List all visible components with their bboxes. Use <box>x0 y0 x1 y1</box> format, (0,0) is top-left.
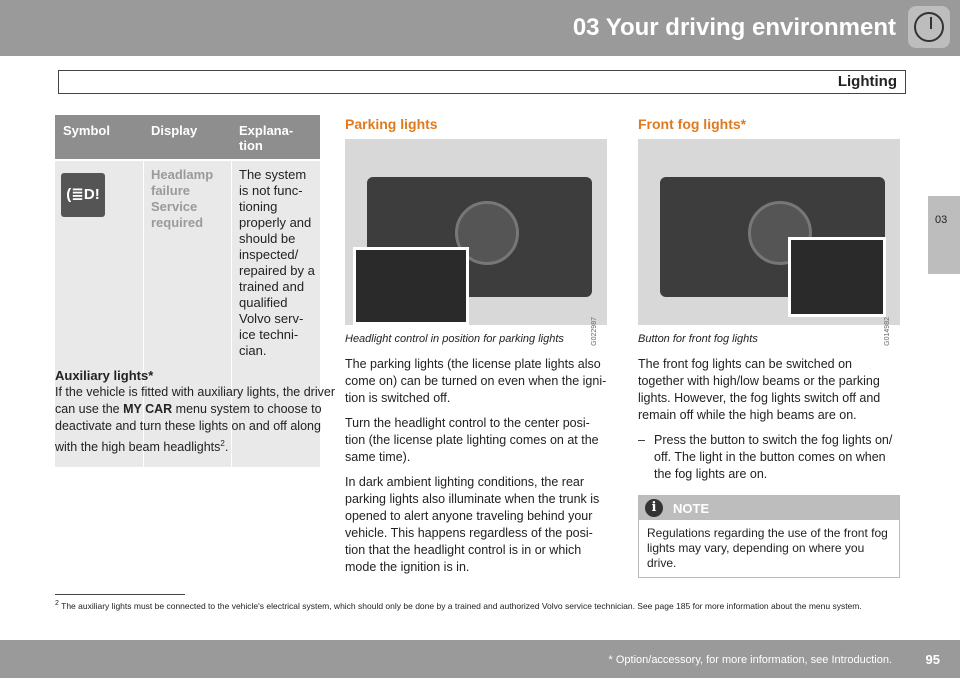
section-title: Lighting <box>837 73 897 90</box>
header-display: Display <box>151 123 198 138</box>
note-text: Regulations regarding the use of the front fog lights may vary, depending on where you drive. <box>647 526 888 570</box>
photo-id: G014982 <box>884 317 891 346</box>
parking-paragraph-3: In dark ambient lighting conditions, the rear parking lights also illuminate when the trunk is opened to alert anyone traveling behind your vehicle. This happens regardless of the posi-tion that the headlight control is in or which mode the ignition is in. <box>345 475 600 574</box>
parking-paragraph-2: Turn the headlight control to the center posi-tion (the license plate lighting comes on at the same time). <box>345 416 599 464</box>
chapter-tab-label: 03 <box>935 214 948 226</box>
parking-paragraph-1: The parking lights (the license plate lights also come on) can be turned on even when the igni-tion is switched off. <box>345 357 607 405</box>
table-header <box>55 115 320 159</box>
photo-id: G022987 <box>591 317 598 346</box>
chapter-title: 03 Your driving environment <box>572 14 896 41</box>
chapter-tab[interactable] <box>928 196 960 274</box>
aux-title: Auxiliary lights* <box>55 368 154 383</box>
parking-lights-column <box>345 116 607 584</box>
auxiliary-lights-section <box>55 367 340 456</box>
header-symbol: Symbol <box>63 123 110 138</box>
fog-lights-column <box>638 116 900 578</box>
parking-title: Parking lights <box>345 116 438 132</box>
footnote-rule <box>55 594 185 595</box>
aux-body: If the vehicle is fitted with auxiliary lights, the driver can use the MY CAR menu system to choose to deactivate and turn these lights on and off along with the high beam headlights$^2$. <box>55 385 335 455</box>
fog-bullet: – Press the button to switch the fog lights on/ off. The light in the button comes on when the fog lights are on. <box>638 433 893 481</box>
speedometer-icon <box>908 6 950 48</box>
note-label: NOTE <box>673 501 710 516</box>
headlamp-failure-icon: (≣D! <box>61 173 105 217</box>
page-number: 95 <box>925 652 940 667</box>
footer-text: * Option/accessory, for more information, see Introduction. <box>608 654 892 666</box>
header-explanation: Explana- tion <box>239 123 294 153</box>
fog-title: Front fog lights* <box>638 116 747 132</box>
parking-caption: Headlight control in position for parking lights <box>345 333 564 345</box>
chapter-header <box>0 0 960 56</box>
fog-caption: Button for front fog lights <box>638 333 758 345</box>
section-bar <box>58 70 906 94</box>
explanation-text: The system is not func-tioning properly and should be inspected/ repaired by a trained and qualified Volvo serv-ice techni-cian. <box>239 167 315 358</box>
symbol-table <box>55 115 320 358</box>
display-text: Headlamp failure Service required <box>151 167 214 230</box>
note-box <box>638 495 900 578</box>
info-icon: i <box>645 499 663 517</box>
footnote: $^2$ The auxiliary lights must be connected to the vehicle's electrical system, which should only be done by a trained and authorized Volvo service technician. See page 185 for more information about the menu system. <box>55 600 862 611</box>
fog-paragraph: The front fog lights can be switched on together with high/low beams or the parking lights. However, the fog lights switch off and remain off while the high beams are on. <box>638 357 881 422</box>
page-footer <box>0 640 960 678</box>
